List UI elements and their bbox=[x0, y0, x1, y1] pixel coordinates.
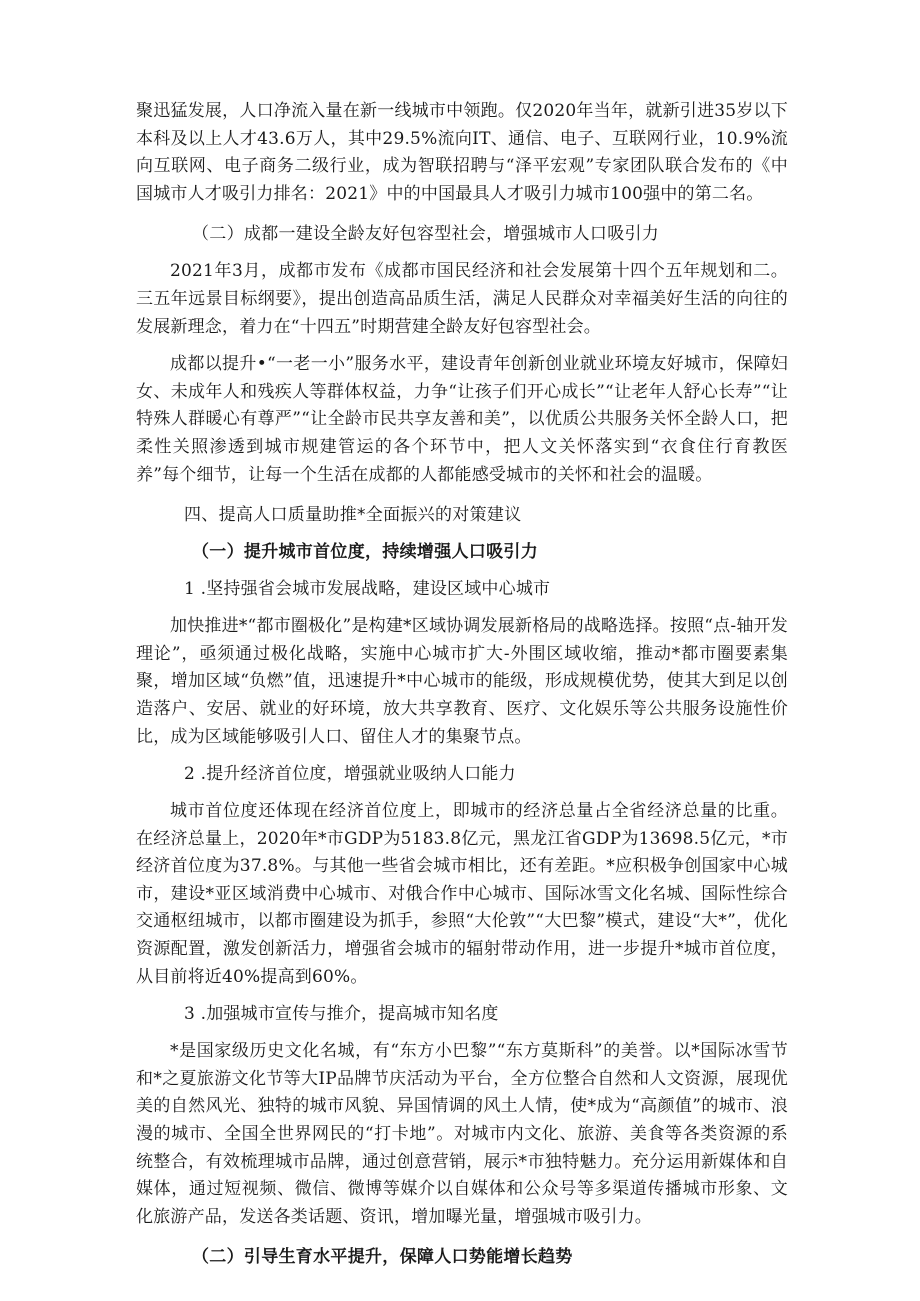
paragraph-chengdu-plan: 2021年3月，成都市发布《成都市国民经济和社会发展第十四个五年规划和二。三五年远景目标纲要》，提出创造高品质生活，满足人民群众对幸福美好生活的向往的发展新理念，着力在“十四五”时期营建全龄友好包容型社会。 bbox=[136, 261, 788, 337]
paragraph-chengdu-services: 成都以提升•“一老一小”服务水平，建设青年创新创业就业环境友好城市，保障妇女、未成年人和残疾人等群体权益，力争“让孩子们开心成长”“让老年人舒心长寿”“让特殊人群暖心有尊严”“让全龄市民共享友善和美”，以优质公共服务关怀全龄人口，把柔性关照渗透到城市规建管运的各个环节中，把人文关怀落实到“衣食住行育教医养”每个细节，让每一个生活在成都的人都能感受城市的关怀和社会的温暖。 bbox=[136, 354, 788, 485]
paragraph-metropolitan-polarization: 加快推进*“都市圈极化”是构建*区域协调发展新格局的战略选择。按照“点-轴开发理论”，亟须通过极化战略，实施中心城市扩大-外围区域收缩，推动*都市圈要素集聚，增加区域“负燃”值，迅速提升*中心城市的能级，形成规模优势，使其大到足以创造落户、安居、就业的好环境，放大共享教育、医疗、文化娱乐等公共服务设施性价比，成为区域能够吸引人口、留住人才的集聚节点。 bbox=[136, 616, 788, 747]
subheading-city-promotion: 3 .加强城市宣传与推介，提高城市知名度 bbox=[184, 1004, 499, 1025]
heading-city-primacy: （一）提升城市首位度，持续增强人口吸引力 bbox=[192, 542, 538, 563]
heading-chengdu: （二）成都一建设全龄友好包容型社会，增强城市人口吸引力 bbox=[192, 224, 660, 245]
paragraph-city-promotion: *是国家级历史文化名城，有“东方小巴黎”“东方莫斯科”的美誉。以*国际冰雪节和*之夏旅游文化节等大IP品牌节庆活动为平台，全方位整合自然和人文资源，展现优美的自然风光、独特的城市风貌、异国情调的风土人情，使*成为“高颜值”的城市、浪漫的城市、全国全世界网民的“打卡地”。对城市内文化、旅游、美食等各类资源的系统整合，有效梳理城市品牌，通过创意营销，展示*市独特魅力。充分运用新媒体和自媒体，通过短视频、微信、微博等媒介以自媒体和公众号等多渠道传播城市形象、文化旅游产品，发送各类话题、资讯，增加曝光量，增强城市吸引力。 bbox=[136, 1041, 788, 1227]
paragraph-talent-inflow: 聚迅猛发展，人口净流入量在新一线城市中领跑。仅2020年当年，就新引进35岁以下本科及以上人才43.6万人，其中29.5%流向IT、通信、电子、互联网行业，10.9%流向互联网、电子商务二级行业，成为智联招聘与“泽平宏观”专家团队联合发布的《中国城市人才吸引力排名：2021》中的中国最具人才吸引力城市100强中的第二名。 bbox=[136, 101, 788, 204]
heading-section-four: 四、提高人口质量助推*全面振兴的对策建议 bbox=[184, 505, 522, 526]
subheading-economic-primacy: 2 .提升经济首位度，增强就业吸纳人口能力 bbox=[184, 764, 516, 785]
subheading-provincial-capital: 1 .坚持强省会城市发展战略，建设区域中心城市 bbox=[184, 579, 551, 600]
paragraph-economic-primacy: 城市首位度还体现在经济首位度上，即城市的经济总量占全省经济总量的比重。在经济总量上，2020年*市GDP为5183.8亿元，黑龙江省GDP为13698.5亿元，*市经济首位度为37.8%。与其他一些省会城市相比，还有差距。*应积极争创国家中心城市，建设*亚区域消费中心城市、对俄合作中心城市、国际冰雪文化名城、国际性综合交通枢纽城市，以都市圈建设为抓手，参照“大伦敦”“大巴黎”模式，建设“大*”，优化资源配置，激发创新活力，增强省会城市的辐射带动作用，进一步提升*城市首位度，从目前将近40%提高到60%。 bbox=[136, 801, 788, 987]
heading-fertility: （二）引导生育水平提升，保障人口势能增长趋势 bbox=[192, 1247, 573, 1268]
document-page bbox=[136, 98, 788, 1271]
